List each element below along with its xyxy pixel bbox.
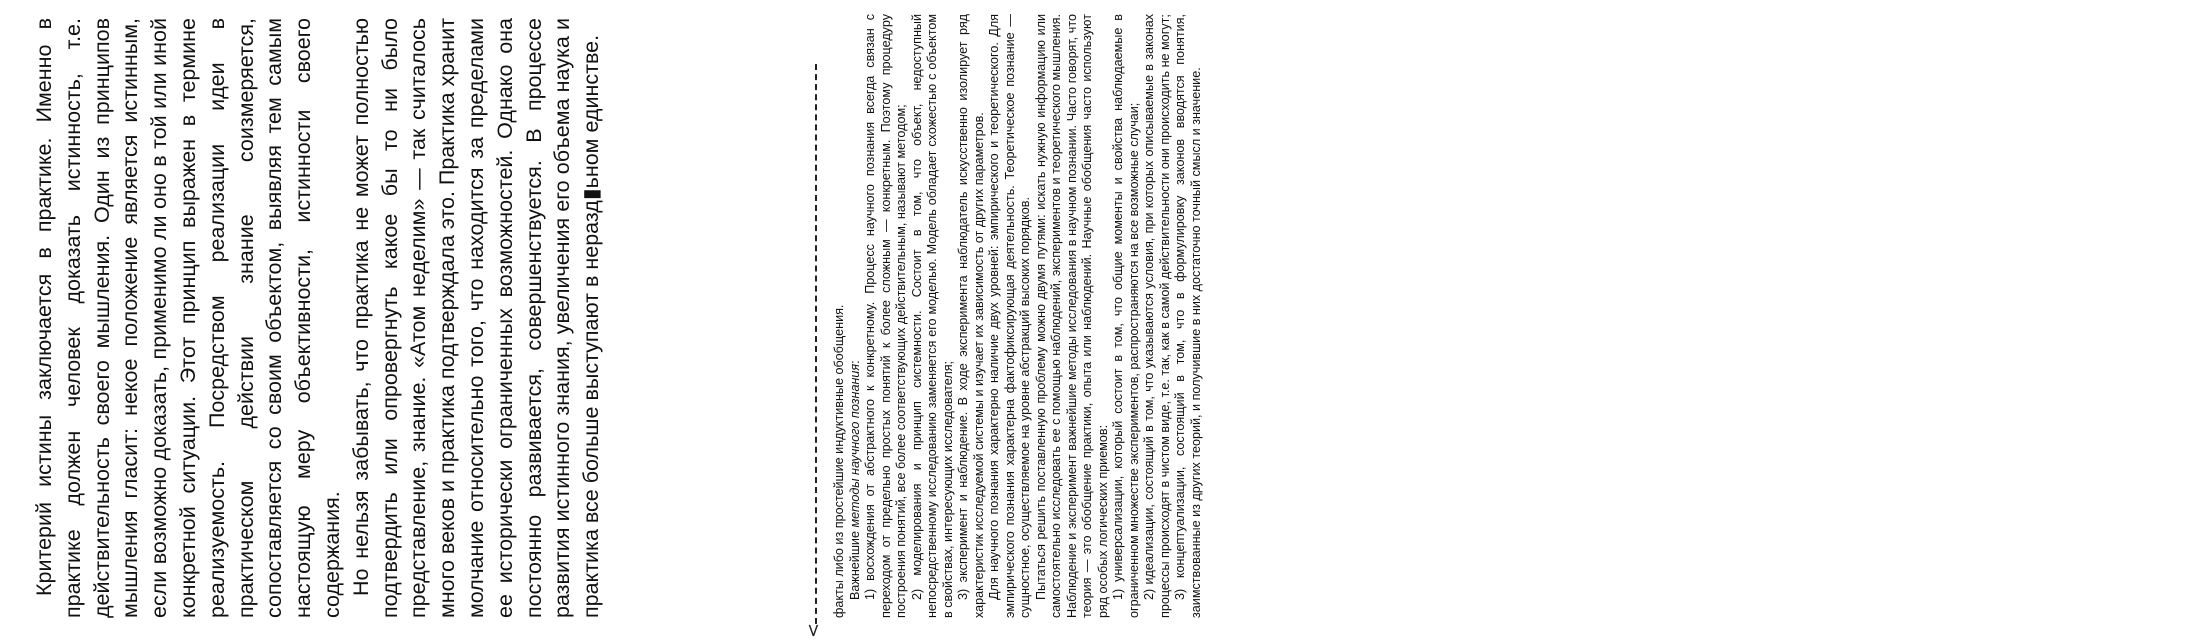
paragraph-methods-heading — [848, 14, 864, 618]
lower-text-block — [832, 14, 1204, 618]
methods-emphasis: методы научного познания — [847, 363, 862, 528]
list-item-ascent: 1) восхождения от абстрактного к конкретному. Процесс научного познания всегда связан с переходом от предельно простых понятий к более сложным — конкретным. Поэтому процедуру построения понятий, все более соответствующих действительным, называют методом; — [863, 14, 908, 618]
list-item-idealization: 2) идеализации, состоящий в том, что указываются условия, при которых описываемые в законах процессы происходят в чистом виде, т.е. так, как в самой действительности они происходить не могут; — [1142, 14, 1172, 618]
list-item-modeling: 2) моделирования и принцип системности. Состоит в том, что объект, недоступный непосредственному исследованию заменяется его моделью. Модель обладает схожестью с объектом в свойствах, интересующих исследователя; — [909, 14, 955, 618]
paragraph-levels: Для научного познания характерно наличие двух уровней: эмпирического и теоретического. Для эмпирического познания характерна фактофиксирующая деятельность. Теоретическое познание — сущностное, осуществляемое на уровне абстракций высоких порядков. — [987, 14, 1032, 618]
upper-text-block — [30, 18, 606, 618]
divider-chevron-icon: < — [803, 622, 824, 638]
list-item-experiment: 3) эксперимент и наблюдение. В ходе эксперимента наблюдатель искусственно изолирует ряд характеристик исследуемой системы и изучает их зависимость от других параметров. — [956, 14, 986, 618]
methods-suffix: : — [847, 360, 862, 364]
list-item-universalization: 1) универсализации, который состоит в том, что общие моменты и свойства наблюдаемые в ограниченном множестве экспериментов, распространяются на все возможные случаи; — [1111, 14, 1141, 618]
paragraph-problem-solving: Пытаться решить поставленную проблему можно двумя путями: искать нужную информацию или самостоятельно исследовать ее с помощью наблюдений, экспериментов и теоретического мышления. Наблюдение и эксперимент важнейшие методы исследования в научном познании. Часто говорят, что теория — это обобщение практики, опыта или наблюдений. Научные обобщения часто используют ряд особых логических приемов: — [1033, 14, 1110, 618]
paragraph-practice-criterion: Критерий истины заключается в практике. Именно в практике должен человек доказать истинность, т.е. действительность своего мышления. Один из принципов мышления гласит: некое положение является истинным, если возможно доказать, применимо ли оно в той или иной конкретной ситуации. Этот принцип выражен в термине реализуемость. Посредством реализации идеи в практическом действии знание соизмеряется, сопоставляется со своим объектом, выявляя тем самым настоящую меру объективности, истинности своего содержания. — [32, 18, 344, 618]
paragraph-practice-limits: Но нельзя забывать, что практика не может полностью подтвердить или опровергнуть какое бы то ни было представление, знание. «Атом неделим» — так считалось много веков и практика подтверждала это. Практика хранит молчание относительно того, что находится за пределами ее исторически ограниченных возможностей. Однако она постоянно развивается, совершенствуется. В процессе развития истинного знания, увеличения его объема наука и практика все больше выступают в неразд▮ьном единстве. — [348, 18, 604, 618]
paragraph-inductive: факты либо из простейшие индуктивные обобщения. — [832, 304, 846, 618]
methods-prefix: Важнейшие — [847, 527, 862, 600]
list-item-conceptualization: 3) концептуализации, состоящий в том, что в формулировку законов вводятся понятия, заимствованные из других теорий, и получившие в них достаточно точный смысл и значение. — [1173, 14, 1203, 618]
dashed-divider — [815, 64, 817, 624]
